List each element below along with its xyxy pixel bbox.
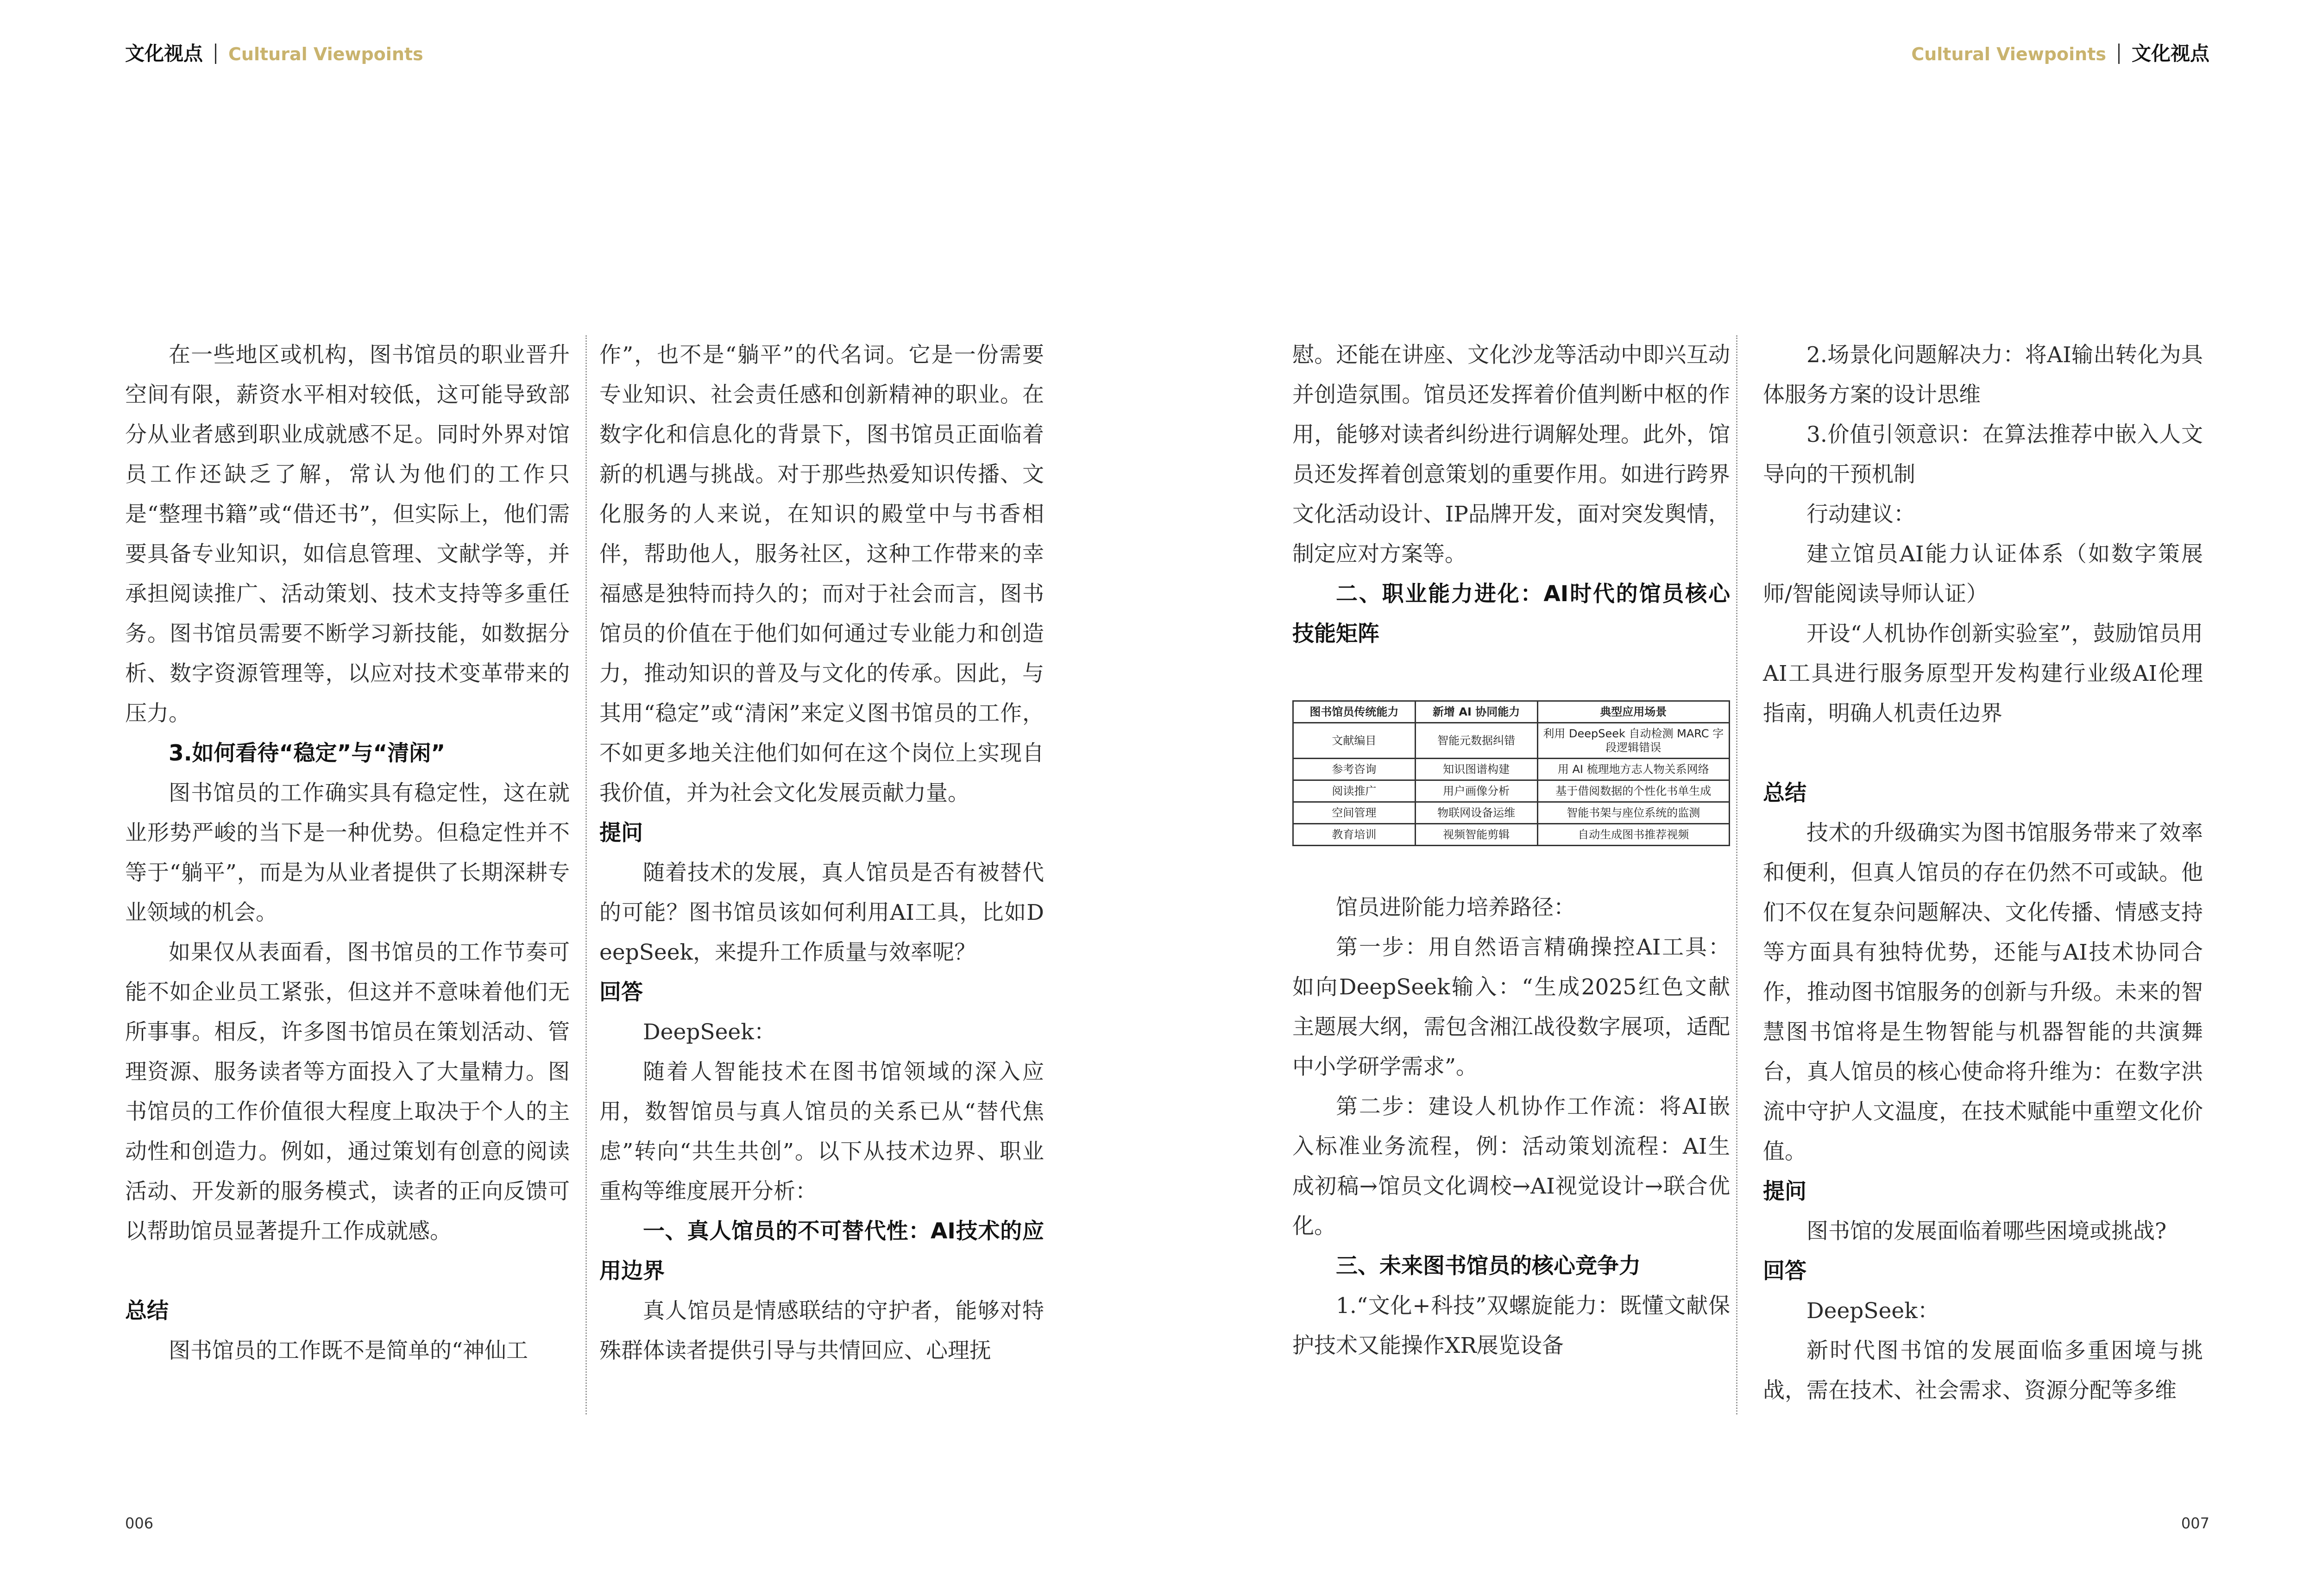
paragraph: 1.“文化+科技”双螺旋能力：既懂文献保护技术又能操作XR展览设备 [1292, 1293, 1730, 1358]
paragraph: 真人馆员是情感联结的守护者，能够对特殊群体读者提供引导与共情回应、心理抚 [599, 1298, 1044, 1364]
page-number-right: 007 [2181, 1514, 2209, 1532]
table-cell: 文献编目 [1293, 723, 1416, 759]
page-number-left: 006 [125, 1514, 154, 1532]
paragraph: 第一步：用自然语言精确操控AI工具：如向DeepSeek输入：“生成2025红色文献主题展大纲，需包含湘江战役数字展项，适配中小学研学需求”。 [1292, 935, 1730, 1080]
column-1 [125, 335, 570, 1371]
section-heading: 3.如何看待“稳定”与“清闲” [169, 741, 446, 766]
left-running-header [125, 40, 423, 68]
paragraph: 随着技术的发展，真人馆员是否有被替代的可能？图书馆员该如何利用AI工具，比如DeepSeek，来提升工作质量与效率呢？ [599, 860, 1044, 965]
skill-matrix-table [1292, 700, 1730, 846]
table-cell: 用户画像分析 [1415, 780, 1537, 802]
table-cell: 自动生成图书推荐视频 [1537, 824, 1730, 846]
right-running-header [1911, 40, 2209, 68]
column-2 [599, 335, 1044, 1371]
header-section-cn: 文化视点 [125, 42, 203, 65]
section-heading: 总结 [125, 1298, 169, 1324]
table-cell: 教育培训 [1293, 824, 1416, 846]
table-row [1293, 759, 1730, 780]
table-cell: 利用 DeepSeek 自动检测 MARC 字段逻辑错误 [1537, 723, 1730, 759]
paragraph: 第二步：建设人机协作工作流：将AI嵌入标准业务流程，例：活动策划流程：AI生成初稿→馆员文化调校→AI视觉设计→联合优化。 [1292, 1094, 1730, 1239]
table-cell: 阅读推广 [1293, 780, 1416, 802]
paragraph: 图书馆的发展面临着哪些困境或挑战? [1806, 1219, 2167, 1244]
paragraph: 2.场景化问题解决力：将AI输出转化为具体服务方案的设计思维 [1763, 342, 2203, 408]
question-heading: 提问 [599, 820, 643, 846]
paragraph: 在一些地区或机构，图书馆员的职业晋升空间有限，薪资水平相对较低，这可能导致部分从业者感到职业成就感不足。同时外界对馆员工作还缺乏了解，常认为他们的工作只是“整理书籍”或“借还书”，但实际上，他们需要具备专业知识，如信息管理、文献学等，并承担阅读推广、活动策划、技术支持等多重任务。图书馆员需要不断学习新技能，如数据分析、数字资源管理等，以应对技术变革带来的压力。 [125, 342, 570, 726]
header-divider [2118, 44, 2120, 64]
question-heading: 提问 [1763, 1179, 1806, 1204]
paragraph: 技术的升级确实为图书馆服务带来了效率和便利，但真人馆员的存在仍然不可或缺。他们不仅在复杂问题解决、文化传播、情感支持等方面具有独特优势，还能与AI技术协同合作，推动图书馆服务的创新与升级。未来的智慧图书馆将是生物智能与机器智能的共演舞台，真人馆员的核心使命将升维为：在数字洪流中守护人文温度，在技术赋能中重塑文化价值。 [1763, 820, 2203, 1164]
table-cell: 基于借阅数据的个性化书单生成 [1537, 780, 1730, 802]
table-header-cell: 图书馆员传统能力 [1293, 701, 1416, 723]
table-cell: 智能书架与座位系统的监测 [1537, 802, 1730, 824]
header-section-cn: 文化视点 [2131, 42, 2209, 65]
table-header-cell: 新增 AI 协同能力 [1415, 701, 1537, 723]
paragraph: 馆员进阶能力培养路径： [1336, 895, 1575, 920]
section-heading: 总结 [1763, 780, 1806, 806]
table-header-cell: 典型应用场景 [1537, 701, 1730, 723]
answer-heading: 回答 [599, 980, 643, 1005]
paragraph: 开设“人机协作创新实验室”，鼓励馆员用AI工具进行服务原型开发构建行业级AI伦理指南，明确人机责任边界 [1763, 621, 2203, 726]
table-cell: 智能元数据纠错 [1415, 723, 1537, 759]
skill-matrix-table-wrap [1292, 700, 1730, 846]
table-cell: 用 AI 梳理地方志人物关系网络 [1537, 759, 1730, 780]
table-cell: 知识图谱构建 [1415, 759, 1537, 780]
table-cell: 空间管理 [1293, 802, 1416, 824]
paragraph: 慰。还能在讲座、文化沙龙等活动中即兴互动并创造氛围。馆员还发挥着价值判断中枢的作用，能够对读者纠纷进行调解处理。此外，馆员还发挥着创意策划的重要作用。如进行跨界文化活动设计、IP品牌开发，面对突发舆情，制定应对方案等。 [1292, 342, 1730, 567]
spacer [1763, 734, 2203, 773]
paragraph: 建立馆员AI能力认证体系（如数字策展师/智能阅读导师认证） [1763, 541, 2203, 607]
column-divider [585, 335, 587, 1414]
column-divider [1736, 335, 1737, 1414]
header-divider [215, 44, 216, 64]
table-cell: 物联网设备运维 [1415, 802, 1537, 824]
table-row [1293, 824, 1730, 846]
paragraph: 如果仅从表面看，图书馆员的工作节奏可能不如企业员工紧张，但这并不意味着他们无所事事。相反，许多图书馆员在策划活动、管理资源、服务读者等方面投入了大量精力。图书馆员的工作价值很大程度上取决于个人的主动性和创造力。例如，通过策划有创意的阅读活动、开发新的服务模式，读者的正向反馈可以帮助馆员显著提升工作成就感。 [125, 940, 570, 1244]
column-4 [1763, 335, 2203, 1411]
speaker-label: DeepSeek： [1806, 1298, 1939, 1324]
table-header-row [1293, 701, 1730, 723]
paragraph: 图书馆员的工作确实具有稳定性，这在就业形势严峻的当下是一种优势。但稳定性并不等于“躺平”，而是为从业者提供了长期深耕专业领域的机会。 [125, 780, 570, 925]
paragraph: 3.价值引领意识：在算法推荐中嵌入人文导向的干预机制 [1763, 422, 2203, 487]
table-row [1293, 780, 1730, 802]
table-cell: 视频智能剪辑 [1415, 824, 1537, 846]
paragraph: 图书馆员的工作既不是简单的“神仙工 [169, 1338, 529, 1364]
table-cell: 参考咨询 [1293, 759, 1416, 780]
paragraph: 行动建议： [1806, 502, 1915, 527]
paragraph: 作”，也不是“躺平”的代名词。它是一份需要专业知识、社会责任感和创新精神的职业。在数字化和信息化的背景下，图书馆员正面临着新的机遇与挑战。对于那些热爱知识传播、文化服务的人来说，在知识的殿堂中与书香相伴，帮助他人，服务社区，这种工作带来的幸福感是独特而持久的；而对于社会而言，图书馆员的价值在于他们如何通过专业能力和创造力，推动知识的普及与文化的传承。因此，与其用“稳定”或“清闲”来定义图书馆员的工作，不如更多地关注他们如何在这个岗位上实现自我价值，并为社会文化发展贡献力量。 [599, 342, 1044, 806]
paragraph: 新时代图书馆的发展面临多重困境与挑战，需在技术、社会需求、资源分配等多维 [1763, 1338, 2203, 1403]
section-heading: 二、职业能力进化：AI时代的馆员核心技能矩阵 [1292, 581, 1730, 647]
section-heading: 一、真人馆员的不可替代性：AI技术的应用边界 [599, 1219, 1044, 1284]
spacer [125, 1251, 570, 1291]
speaker-label: DeepSeek： [643, 1019, 776, 1045]
table-row [1293, 723, 1730, 759]
header-section-en: Cultural Viewpoints [228, 44, 423, 64]
answer-heading: 回答 [1763, 1258, 1806, 1284]
table-row [1293, 802, 1730, 824]
section-heading: 三、未来图书馆员的核心竞争力 [1336, 1253, 1641, 1279]
column-3 [1292, 335, 1730, 1366]
paragraph: 随着人智能技术在图书馆领域的深入应用，数智馆员与真人馆员的关系已从“替代焦虑”转向“共生共创”。以下从技术边界、职业重构等维度展开分析： [599, 1059, 1044, 1204]
header-section-en: Cultural Viewpoints [1911, 44, 2106, 64]
